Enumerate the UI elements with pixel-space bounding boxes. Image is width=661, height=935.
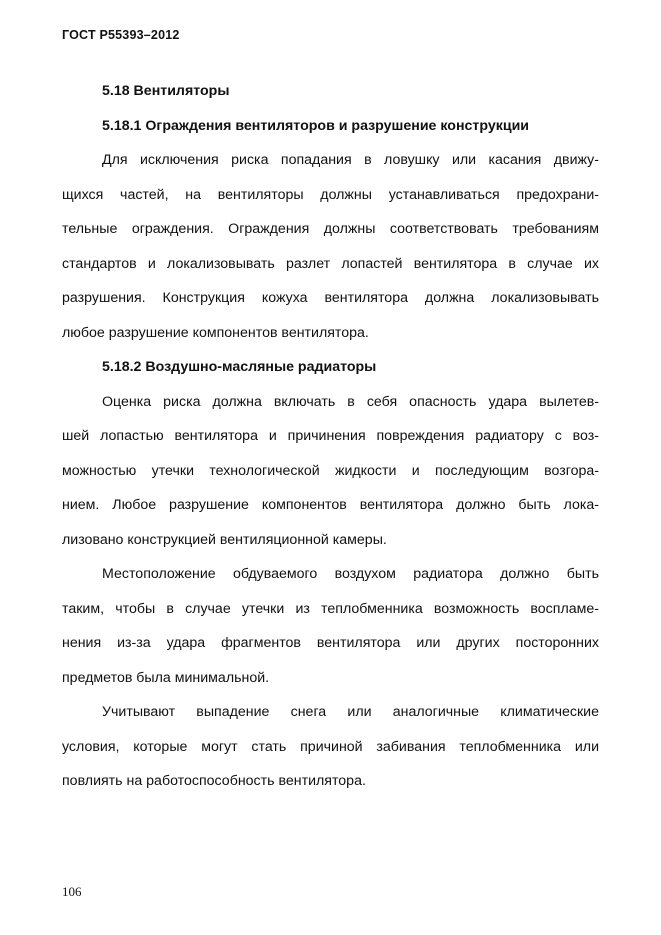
text-line: стандартов и локализовывать разлет лопастей вентилятора в случае их [62, 255, 599, 272]
paragraph [62, 695, 599, 799]
text-line: условия, которые могут стать причиной забивания теплобменника или [62, 738, 599, 755]
text-line: тельные ограждения. Ограждения должны соответствовать требованиям [62, 221, 599, 237]
paragraph [62, 557, 599, 695]
section-heading: 5.18 Вентиляторы [102, 83, 230, 99]
text-line: повлиять на работоспособность вентилятора. [62, 773, 366, 789]
text-line: шей лопастью вентилятора и причинения повреждения радиатору с воз- [62, 428, 599, 444]
text-line: разрушения. Конструкция кожуха вентилятора должна локализовывать [62, 290, 599, 306]
paragraph [62, 143, 599, 350]
text-line: любое разрушение компонентов вентилятора. [62, 324, 369, 341]
page-number: 106 [62, 884, 82, 899]
text-line: таким, чтобы в случае утечки из теплобменника возможность воспламе- [62, 600, 599, 617]
text-line: лизовано конструкцией вентиляционной камеры. [62, 531, 387, 548]
text-line: предметов была минимальной. [62, 669, 270, 686]
text-line: щихся частей, на вентиляторы должны устанавливаться предохрани- [62, 186, 599, 203]
paragraph [62, 385, 599, 558]
text-line: можностью утечки технологической жидкости и последующим возгора- [62, 462, 599, 479]
text-line: Учитывают выпадение снега или аналогичные климатические [102, 704, 599, 720]
text-line: Местоположение обдуваемого воздухом радиатора должно быть [102, 566, 599, 582]
page-body [62, 74, 599, 799]
text-line: нием. Любое разрушение компонентов вентилятора должно быть лока- [62, 497, 599, 513]
text-line: Оценка риска должна включать в себя опасность удара вылетев- [102, 393, 599, 410]
subsection-heading: 5.18.2 Воздушно-масляные радиаторы [102, 359, 377, 375]
document-code-header: ГОСТ Р55393–2012 [62, 28, 180, 42]
text-line: нения из-за удара фрагментов вентилятора или других посторонних [62, 635, 599, 651]
subsection-heading: 5.18.1 Ограждения вентиляторов и разрушение конструкции [102, 117, 530, 134]
text-line: Для исключения риска попадания в ловушку или касания движу- [102, 152, 599, 168]
